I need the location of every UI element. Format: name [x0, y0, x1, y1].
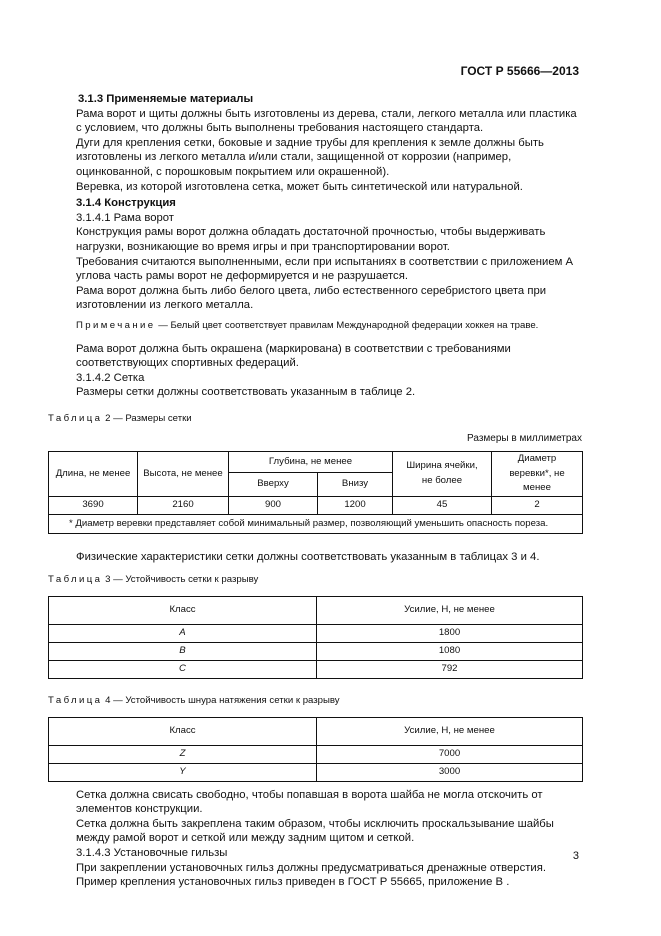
table-row — [49, 643, 583, 661]
subsection-3-1-4-2-heading: 3.1.4.2 Сетка — [76, 371, 145, 384]
cell-force: 1800 — [317, 625, 583, 643]
header-force: Усилие, Н, не менее — [317, 717, 583, 745]
paragraph: Рама ворот должна быть окрашена (маркирована) в соответствии с требованиями соответствующих спортивных федераций. — [76, 342, 511, 370]
table-caption-label: Таблица — [48, 412, 103, 424]
table-2-net-dimensions — [48, 451, 583, 534]
paragraph: Конструкция рамы ворот должна обладать достаточной прочностью, чтобы выдерживать нагрузки, возникающие во время игры и при транспортировании ворот. — [76, 226, 546, 253]
header-depth: Глубина, не менее — [229, 452, 393, 473]
header-depth-top: Вверху — [229, 473, 318, 496]
table-2-units: Размеры в миллиметрах — [467, 433, 582, 445]
note-text: — Белый цвет соответствует правилам Международной федерации хоккея на траве. — [155, 319, 539, 331]
cell-class: C — [49, 661, 317, 679]
paragraph: Требования считаются выполненными, если при испытаниях в соответствии с приложением А углова часть рамы ворот не деформируется и не разрушается. — [76, 255, 574, 283]
paragraph: Размеры сетки должны соответствовать указанным в таблице 2. — [76, 386, 416, 399]
paragraph: Сетка должна быть закреплена таким образом, чтобы исключить проскальзывание шайбы между рамой ворот и сеткой или между задним щитом и сеткой. — [76, 817, 554, 845]
section-3-1-3-heading: 3.1.3 Применяемые материалы — [78, 93, 254, 105]
table-row — [49, 496, 583, 514]
table-4-caption — [48, 694, 582, 709]
cell-force: 3000 — [317, 763, 583, 781]
cell-class: B — [49, 643, 317, 661]
cell: 1200 — [318, 496, 393, 514]
cell-class: A — [49, 625, 317, 643]
table-caption-text: 4 — Устойчивость шнура натяжения сетки к разрыву — [102, 695, 340, 707]
paragraph: Сетка должна свисать свободно, чтобы попавшая в ворота шайба не могла отскочить от элементов конструкции. — [76, 788, 543, 816]
cell-class: Y — [49, 763, 317, 781]
header-depth-bottom: Внизу — [318, 473, 393, 496]
paragraph: Физические характеристики сетки должны соответствовать указанным в таблицах 3 и 4. — [76, 550, 540, 563]
header-rope-diameter: Диаметр веревки*, не менее — [492, 452, 583, 497]
paragraph: Рама ворот должна быть либо белого цвета, либо естественного серебристого цвета при изготовлении из легкого металла. — [76, 284, 547, 312]
table-caption-label: Таблица — [48, 695, 103, 707]
cell-force: 792 — [317, 661, 583, 679]
subsection-3-1-4-1-heading: 3.1.4.1 Рама ворот — [76, 211, 174, 224]
table-2-caption — [48, 412, 582, 427]
note-label: Примечание — [76, 319, 156, 331]
table-4-cord-tear-resistance — [48, 717, 583, 782]
paragraph: Рама ворот и щиты должны быть изготовлены из дерева, стали, легкого металла или пластика с условием, что должны быть выполнены требования настоящего стандарта. — [76, 107, 577, 135]
table-3-net-tear-resistance — [48, 596, 583, 679]
cell: 3690 — [49, 496, 138, 514]
cell-force: 7000 — [317, 745, 583, 763]
table-row — [49, 745, 583, 763]
subsection-3-1-4-3-heading: 3.1.4.3 Установочные гильзы — [76, 847, 228, 859]
paragraph: Пример крепления установочных гильз приведен в ГОСТ Р 55665, приложение В . — [76, 876, 510, 889]
table-caption-text: 2 — Размеры сетки — [102, 412, 192, 424]
cell: 45 — [393, 496, 492, 514]
cell: 2160 — [138, 496, 229, 514]
cell: 900 — [229, 496, 318, 514]
header-mesh-width: Ширина ячейки, не более — [393, 452, 492, 497]
cell-class: Z — [49, 745, 317, 763]
header-class: Класс — [49, 717, 317, 745]
table-row — [49, 763, 583, 781]
cell: 2 — [492, 496, 583, 514]
table-2-footnote: * Диаметр веревки представляет собой минимальный размер, позволяющий уменьшить опасность пореза. — [49, 514, 583, 533]
section-3-1-4-heading: 3.1.4 Конструкция — [76, 197, 176, 210]
paragraph: Дуги для крепления сетки, боковые и задние трубы для крепления к земле должны быть изготовлены из легкого металла и/или стали, защищенной от коррозии (например, оцинкованной, с порошковым покрытием или окрашенной). — [76, 136, 544, 178]
note — [76, 319, 582, 334]
table-caption-label: Таблица — [48, 574, 103, 586]
paragraph: При закреплении установочных гильз должны предусматриваться дренажные отверстия. — [76, 861, 546, 874]
header-length: Длина, не менее — [49, 452, 138, 497]
document-standard-number: ГОСТ Р 55666—2013 — [460, 64, 579, 78]
document-body — [48, 92, 582, 890]
table-row — [49, 625, 583, 643]
table-caption-text: 3 — Устойчивость сетки к разрыву — [102, 574, 259, 586]
header-height: Высота, не менее — [138, 452, 229, 497]
paragraph: Веревка, из которой изготовлена сетка, может быть синтетической или натуральной. — [76, 180, 523, 193]
page-number: 3 — [572, 850, 579, 862]
header-class: Класс — [49, 597, 317, 625]
table-row — [49, 661, 583, 679]
table-3-caption — [48, 573, 582, 588]
header-force: Усилие, Н, не менее — [317, 597, 583, 625]
cell-force: 1080 — [317, 643, 583, 661]
